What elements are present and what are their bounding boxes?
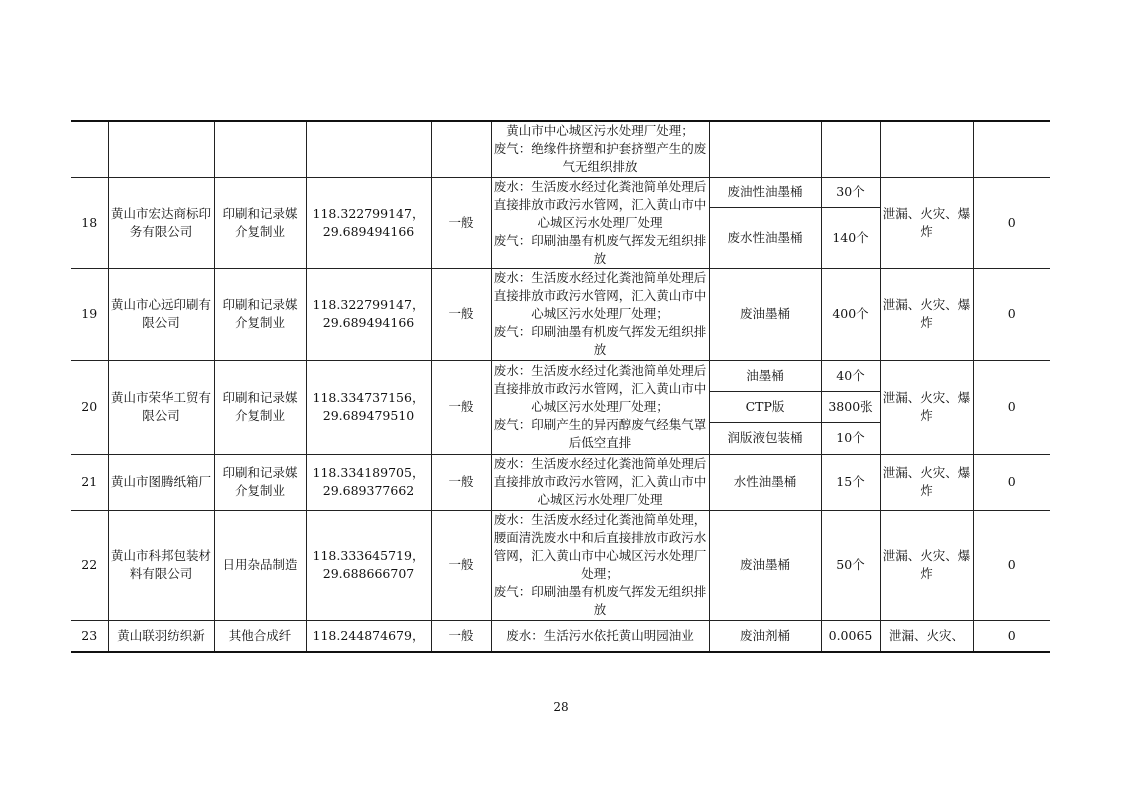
cell-qty: 30个 <box>821 177 880 208</box>
cell-coords <box>306 121 431 177</box>
cell-no: 19 <box>71 268 108 360</box>
cell-measures <box>491 121 709 177</box>
cell-level: 一般 <box>431 620 491 652</box>
measures-text: 废水：生活废水经过化粪池简单处理后直接排放市政污水管网，汇入黄山市中心城区污水处理厂处理； 废气：印刷产生的异丙醇废气经集气罩后低空直排 <box>493 363 707 450</box>
cell-risk: 泄漏、火灾、爆炸 <box>880 454 973 510</box>
cell-industry <box>214 121 306 177</box>
cell-qty: 50个 <box>821 510 880 620</box>
cell-count: 0 <box>973 360 1050 454</box>
cell-coords: 118.322799147，29.689494166 <box>306 268 431 360</box>
cell-measures <box>491 177 709 268</box>
cell-material: CTP版 <box>709 391 821 422</box>
cell-risk: 泄漏、火灾、 <box>880 620 973 652</box>
cell-industry: 印刷和记录媒介复制业 <box>214 454 306 510</box>
cell-name: 黄山市荣华工贸有限公司 <box>108 360 214 454</box>
table-row <box>71 510 1050 620</box>
cell-risk: 泄漏、火灾、爆炸 <box>880 510 973 620</box>
cell-name <box>108 121 214 177</box>
cell-name: 黄山市图腾纸箱厂 <box>108 454 214 510</box>
cell-qty <box>821 121 880 177</box>
cell-qty: 40个 <box>821 360 880 391</box>
cell-no: 22 <box>71 510 108 620</box>
cell-name: 黄山联羽纺织新 <box>108 620 214 652</box>
cell-level: 一般 <box>431 268 491 360</box>
cell-measures <box>491 360 709 454</box>
cell-no: 18 <box>71 177 108 268</box>
cell-industry: 印刷和记录媒介复制业 <box>214 268 306 360</box>
cell-level: 一般 <box>431 454 491 510</box>
cell-name: 黄山市宏达商标印务有限公司 <box>108 177 214 268</box>
page-number: 28 <box>553 700 569 714</box>
cell-material: 废水性油墨桶 <box>709 208 821 268</box>
cell-industry: 日用杂品制造 <box>214 510 306 620</box>
cell-material: 水性油墨桶 <box>709 454 821 510</box>
cell-qty: 15个 <box>821 454 880 510</box>
table-row <box>71 454 1050 510</box>
enterprise-risk-table <box>71 120 1050 653</box>
cell-industry: 其他合成纤 <box>214 620 306 652</box>
table-row <box>71 177 1050 208</box>
cell-count: 0 <box>973 268 1050 360</box>
cell-qty: 10个 <box>821 422 880 454</box>
cell-risk <box>880 121 973 177</box>
measures-text: 废水：生活废水经过化粪池简单处理后直接排放市政污水管网，汇入黄山市中心城区污水处理厂处理 <box>493 456 707 507</box>
cell-coords: 118.244874679， <box>306 620 431 652</box>
cell-material: 废油墨桶 <box>709 268 821 360</box>
cell-name: 黄山市科邦包装材料有限公司 <box>108 510 214 620</box>
measures-text: 黄山市中心城区污水处理厂处理； 废气：绝缘件挤塑和护套挤塑产生的废气无组织排放 <box>493 123 707 175</box>
cell-no <box>71 121 108 177</box>
cell-name: 黄山市心远印刷有限公司 <box>108 268 214 360</box>
cell-qty: 0.0065 <box>821 620 880 652</box>
cell-qty: 400个 <box>821 268 880 360</box>
cell-risk: 泄漏、火灾、爆炸 <box>880 268 973 360</box>
cell-count <box>973 121 1050 177</box>
table-row <box>71 620 1050 652</box>
table-row-continuation <box>71 121 1050 177</box>
cell-level: 一般 <box>431 177 491 268</box>
cell-material: 废油墨桶 <box>709 510 821 620</box>
cell-industry: 印刷和记录媒介复制业 <box>214 360 306 454</box>
cell-risk: 泄漏、火灾、爆炸 <box>880 177 973 268</box>
cell-level: 一般 <box>431 360 491 454</box>
cell-qty: 140个 <box>821 208 880 268</box>
cell-coords: 118.322799147，29.689494166 <box>306 177 431 268</box>
cell-count: 0 <box>973 454 1050 510</box>
measures-text: 废水：生活废水经过化粪池简单处理后直接排放市政污水管网，汇入黄山市中心城区污水处理厂处理； 废气：印刷油墨有机废气挥发无组织排放 <box>493 270 707 357</box>
cell-qty: 3800张 <box>821 391 880 422</box>
cell-measures <box>491 620 709 652</box>
cell-risk: 泄漏、火灾、爆炸 <box>880 360 973 454</box>
cell-measures <box>491 510 709 620</box>
cell-count: 0 <box>973 510 1050 620</box>
cell-industry: 印刷和记录媒介复制业 <box>214 177 306 268</box>
cell-material: 油墨桶 <box>709 360 821 391</box>
cell-coords: 118.334737156，29.689479510 <box>306 360 431 454</box>
cell-level: 一般 <box>431 510 491 620</box>
cell-material: 废油性油墨桶 <box>709 177 821 208</box>
cell-material: 废油剂桶 <box>709 620 821 652</box>
cell-count: 0 <box>973 620 1050 652</box>
cell-no: 20 <box>71 360 108 454</box>
cell-level <box>431 121 491 177</box>
measures-text: 废水：生活污水依托黄山明园油业 <box>506 627 694 643</box>
cell-measures <box>491 454 709 510</box>
cell-material <box>709 121 821 177</box>
cell-coords: 118.333645719，29.688666707 <box>306 510 431 620</box>
cell-coords: 118.334189705，29.689377662 <box>306 454 431 510</box>
cell-measures <box>491 268 709 360</box>
table-row <box>71 360 1050 391</box>
cell-no: 21 <box>71 454 108 510</box>
cell-no: 23 <box>71 620 108 652</box>
cell-material: 润版液包装桶 <box>709 422 821 454</box>
measures-text: 废水：生活废水经过化粪池简单处理后直接排放市政污水管网，汇入黄山市中心城区污水处理厂处理 废气：印刷油墨有机废气挥发无组织排放 <box>493 178 707 266</box>
table-row <box>71 268 1050 360</box>
cell-count: 0 <box>973 177 1050 268</box>
measures-text: 废水：生活废水经过化粪池简单处理，腰面清洗废水中和后直接排放市政污水管网，汇入黄山市中心城区污水处理厂处理； 废气：印刷油墨有机废气挥发无组织排放 <box>493 512 707 617</box>
